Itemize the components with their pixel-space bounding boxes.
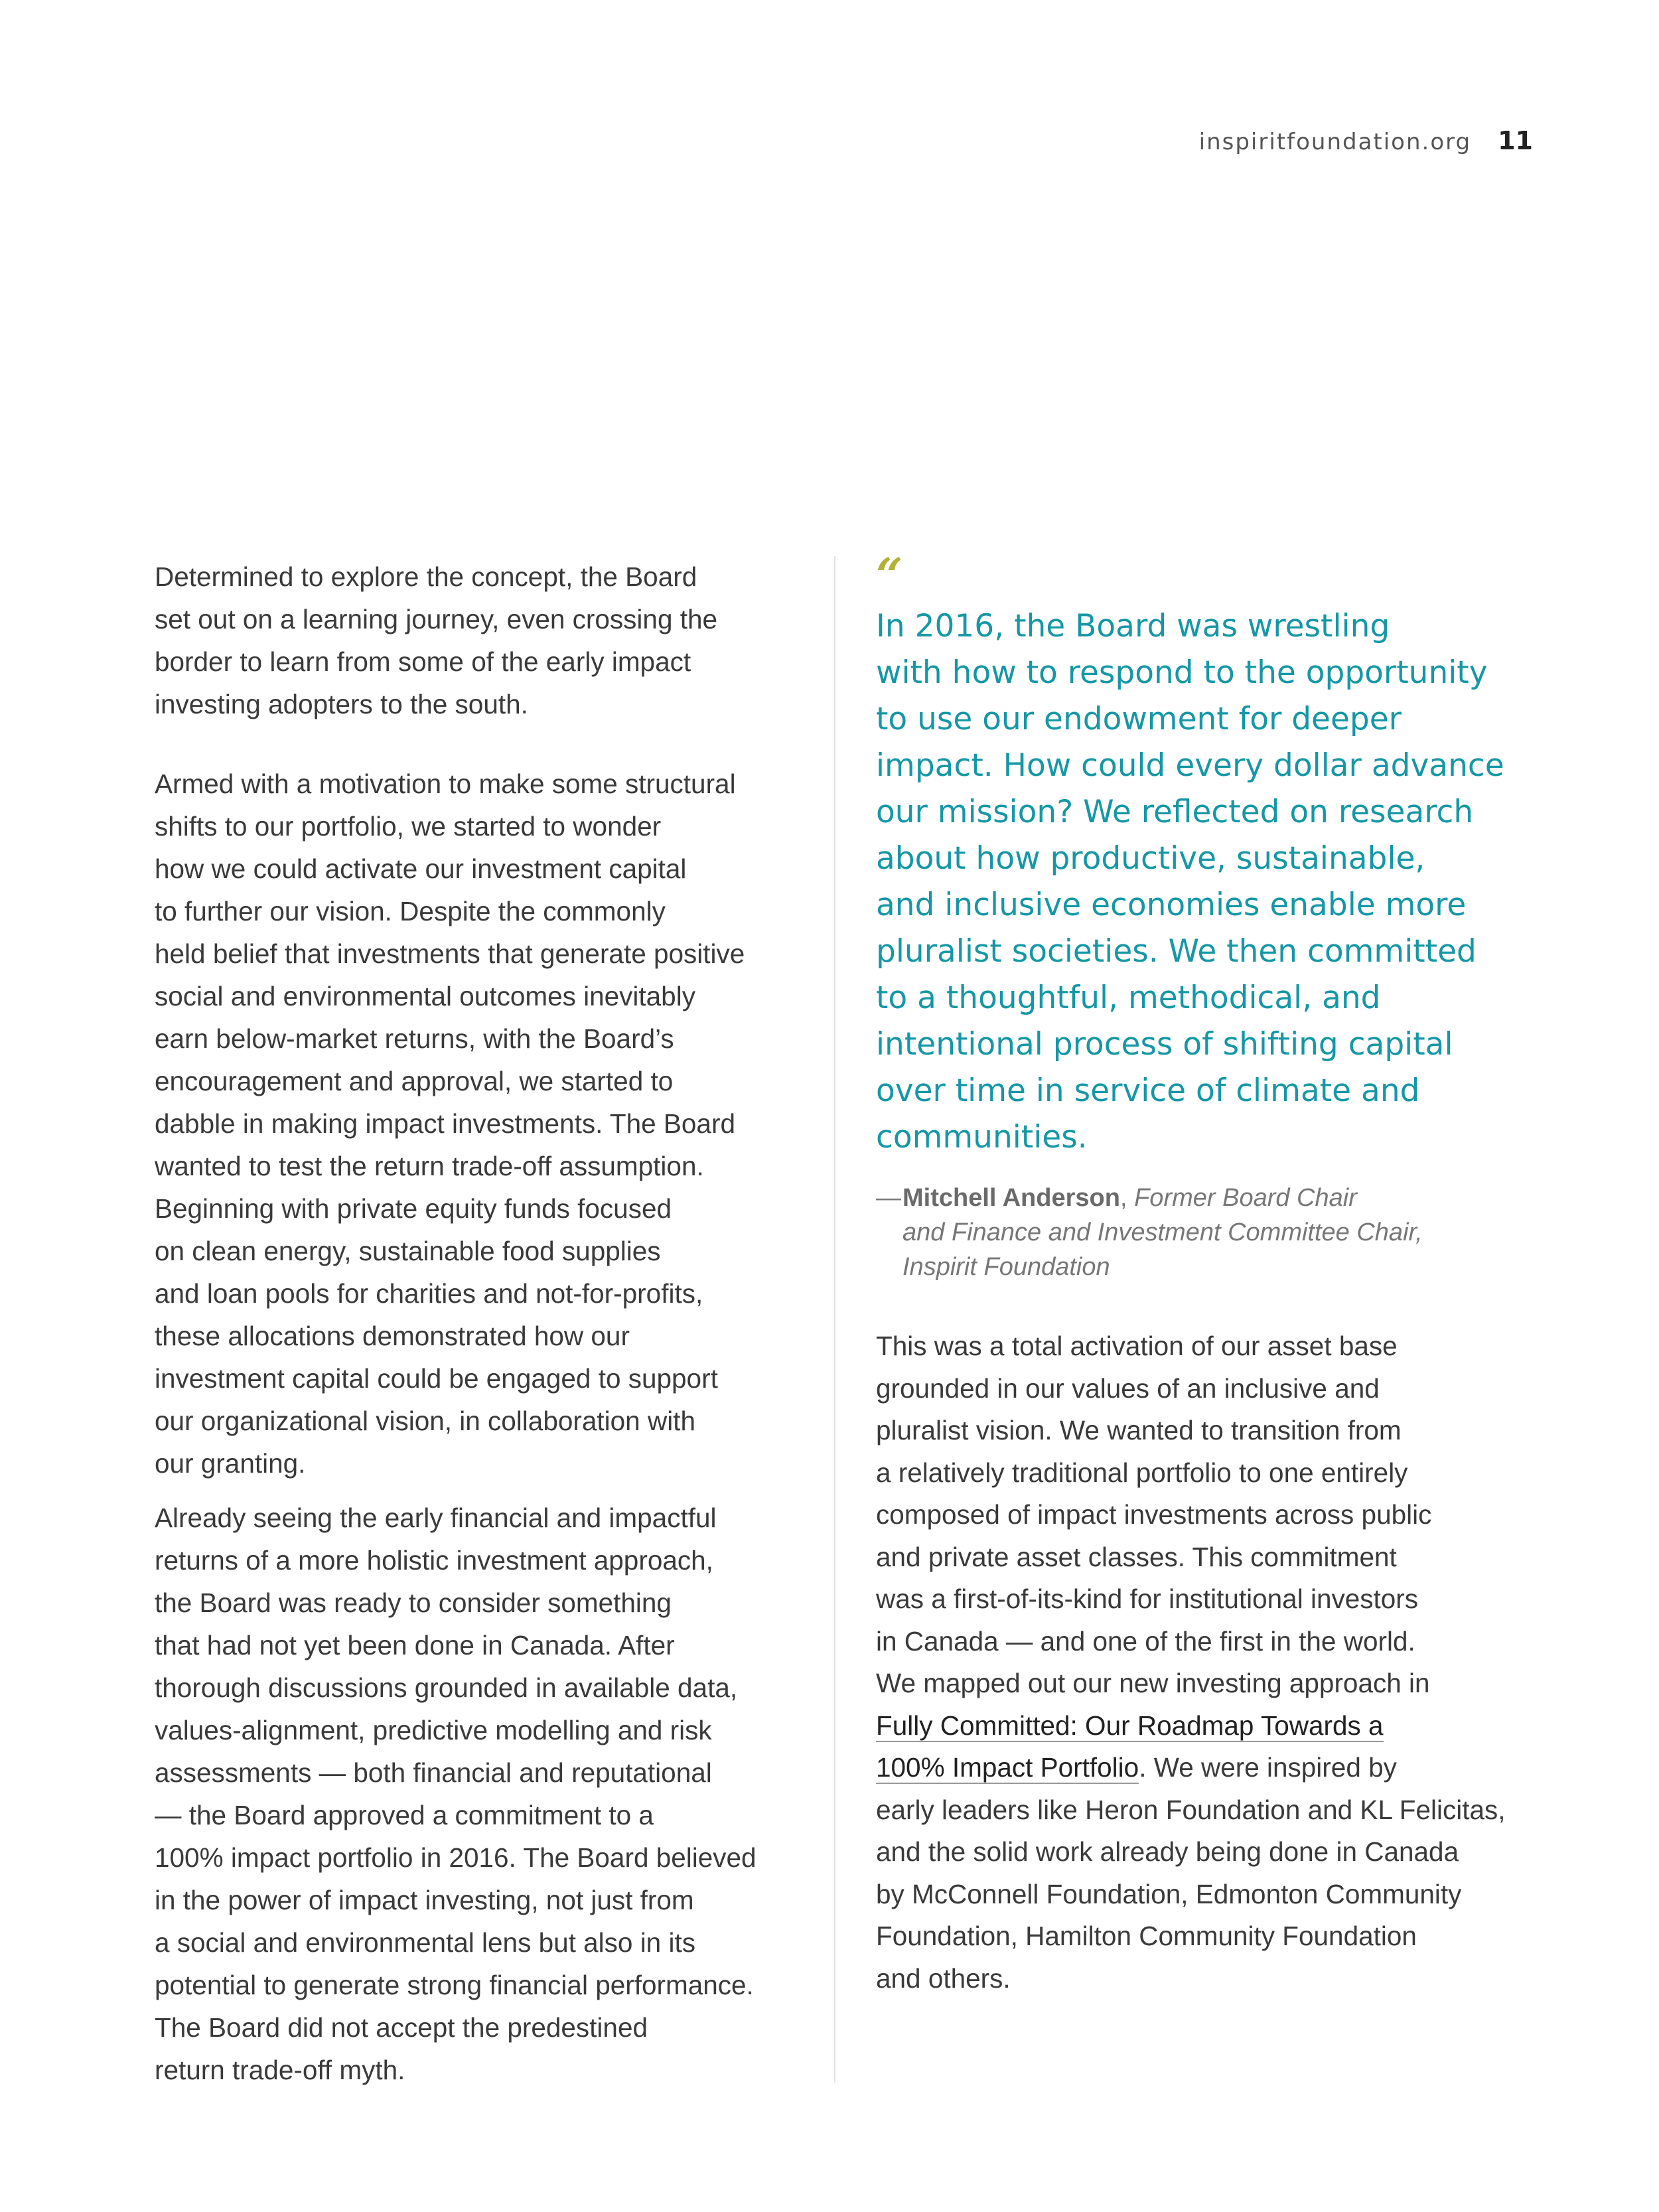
attribution-role: Former Board Chair and Finance and Investment Committee Chair, Inspirit Foundation	[902, 1184, 1423, 1281]
pull-quote: In 2016, the Board was wrestling with how to respond to the opportunity to use our endowment for deeper impact. How could every dollar advance our mission? We reflected on research about how productive, sustainable, and inclusive economies enable more pluralist societies. We then committed to a thoughtful, methodical, and intentional process of shifting capital over time in service of climate and communities.	[876, 608, 1504, 1155]
attribution-separator: ,	[1119, 1184, 1135, 1212]
attribution-dash: —	[876, 1184, 901, 1212]
column-divider	[834, 556, 835, 2083]
right-column	[876, 548, 1566, 2000]
body-paragraph-4	[876, 1325, 1566, 2000]
body-paragraph-3: Already seeing the early financial and impactful returns of a more holistic investment approach, the Board was ready to consider something that had not yet been done in Canada. After thorough discussions grounded in available data, values-alignment, predictive modelling and risk assessments — both financial and reputational — the Board approved a commitment to a 100% impact portfolio in 2016. The Board believed in the power of impact investing, not just from a social and environmental lens but also in its potential to generate strong financial performance. The Board did not accept the predestined return trade-off myth.	[155, 1503, 757, 2085]
paragraph-text-after-link: . We were inspired by early leaders like Heron Foundation and KL Felicitas, and the solid work already being done in Canada by McConnell Foundation, Edmonton Community Foundation, Hamilton Community Foundation and others.	[876, 1752, 1506, 1994]
left-column	[155, 555, 818, 2091]
quote-attribution	[876, 1181, 1566, 1284]
paragraph-text-before-link: This was a total activation of our asset base grounded in our values of an inclusive and pluralist vision. We wanted to transition from a relatively traditional portfolio to one entirely composed of impact investments across public and private asset classes. This commitment was a first-of-its-kind for institutional investors in Canada — and one of the first in the world. We mapped out our new investing approach in	[876, 1331, 1432, 1698]
body-paragraph-2: Armed with a motivation to make some structural shifts to our portfolio, we started to wonder how we could activate our investment capital to further our vision. Despite the commonly held belief that investments that generate positive social and environmental outcomes inevitably earn below-market returns, with the Board’s encouragement and approval, we started to dabble in making impact investments. The Board wanted to test the return trade-off assumption. Beginning with private equity funds focused on clean energy, sustainable food supplies and loan pools for charities and not-for-profits, these allocations demonstrated how our investment capital could be engaged to support our organizational vision, in collaboration with our granting.	[155, 769, 745, 1479]
body-paragraph-1: Determined to explore the concept, the Board set out on a learning journey, even crossing the border to learn from some of the early impact investing adopters to the south.	[155, 561, 718, 719]
roadmap-link-line-1[interactable]: Fully Committed: Our Roadmap Towards a	[876, 1710, 1384, 1741]
attribution-name: Mitchell Anderson	[902, 1184, 1120, 1212]
page-header	[1199, 126, 1533, 155]
page-number: 11	[1498, 126, 1533, 155]
quote-mark-icon: “	[876, 548, 903, 603]
site-url: inspiritfoundation.org	[1198, 129, 1472, 155]
roadmap-link-line-2[interactable]: 100% Impact Portfolio	[876, 1752, 1139, 1783]
